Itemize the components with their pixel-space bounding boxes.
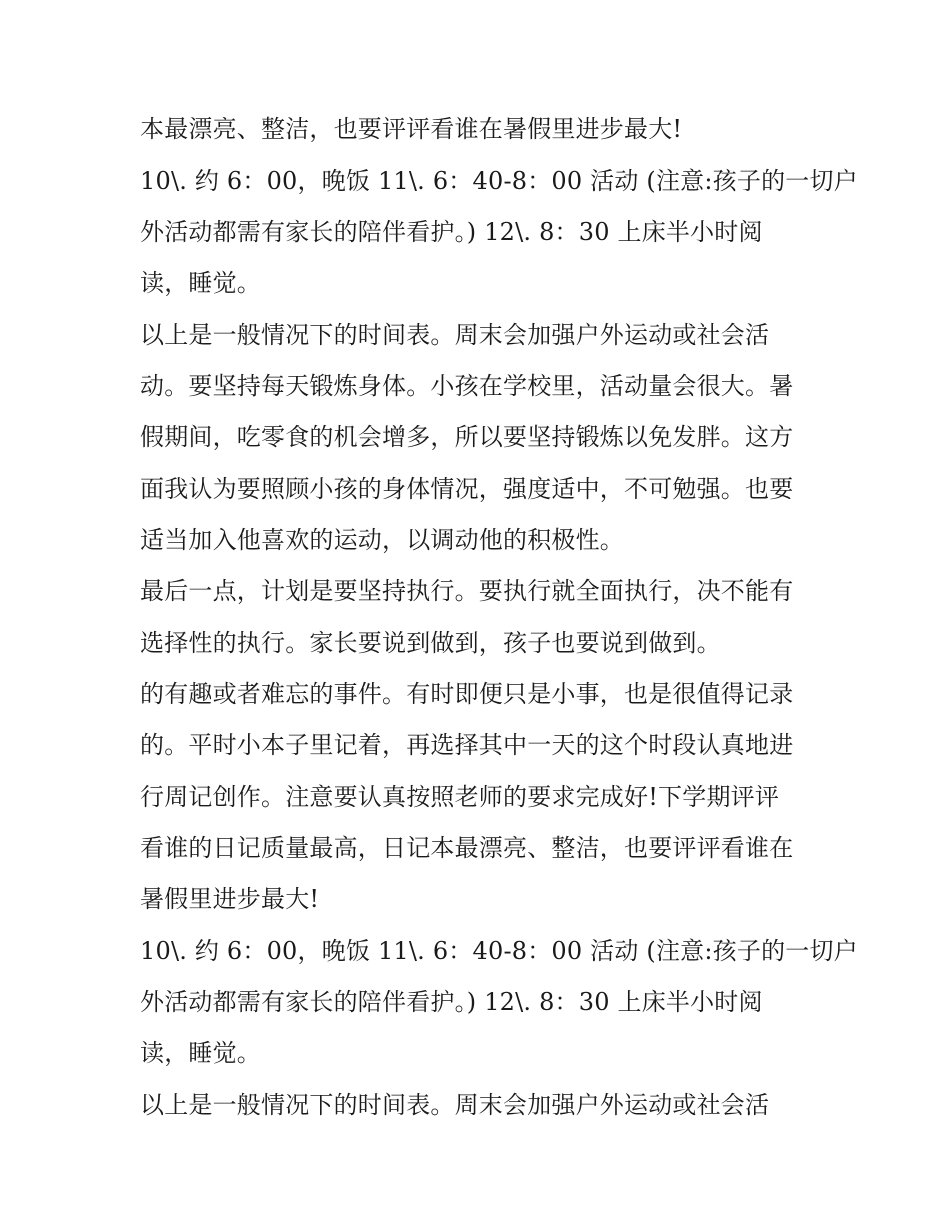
text-line: 暑假里进步最大! [140, 885, 320, 913]
text-line: 外活动都需有家长的陪伴看护。) 12\. 8：30 上床半小时阅 [140, 988, 763, 1016]
text-line: 动。要坚持每天锻炼身体。小孩在学校里，活动量会很大。暑 [140, 372, 794, 400]
text-line: 看谁的日记质量最高，日记本最漂亮、整洁，也要评评看谁在 [140, 834, 794, 862]
text-line: 10\. 约 6：00，晚饭 11\. 6：40-8：00 活动 (注意:孩子的一切户 [140, 937, 858, 965]
text-line: 外活动都需有家长的陪伴看护。) 12\. 8：30 上床半小时阅 [140, 218, 763, 246]
text-line: 的。平时小本子里记着，再选择其中一天的这个时段认真地进 [140, 731, 794, 759]
text-line: 读，睡觉。 [140, 1039, 261, 1067]
text-line: 本最漂亮、整洁，也要评评看谁在暑假里进步最大! [140, 115, 683, 143]
text-line: 行周记创作。注意要认真按照老师的要求完成好!下学期评评 [140, 783, 780, 811]
text-line: 以上是一般情况下的时间表。周末会加强户外运动或社会活 [140, 321, 770, 349]
text-line: 面我认为要照顾小孩的身体情况，强度适中，不可勉强。也要 [140, 475, 794, 503]
text-line: 选择性的执行。家长要说到做到，孩子也要说到做到。 [140, 629, 721, 657]
text-line: 10\. 约 6：00，晚饭 11\. 6：40-8：00 活动 (注意:孩子的一切户 [140, 167, 858, 195]
text-line: 假期间，吃零食的机会增多，所以要坚持锻炼以免发胖。这方 [140, 423, 794, 451]
text-line: 最后一点，计划是要坚持执行。要执行就全面执行，决不能有 [140, 577, 794, 605]
text-line: 的有趣或者难忘的事件。有时即便只是小事，也是很值得记录 [140, 680, 794, 708]
text-line: 以上是一般情况下的时间表。周末会加强户外运动或社会活 [140, 1091, 770, 1119]
text-line: 适当加入他喜欢的运动，以调动他的积极性。 [140, 526, 624, 554]
text-line: 读，睡觉。 [140, 269, 261, 297]
